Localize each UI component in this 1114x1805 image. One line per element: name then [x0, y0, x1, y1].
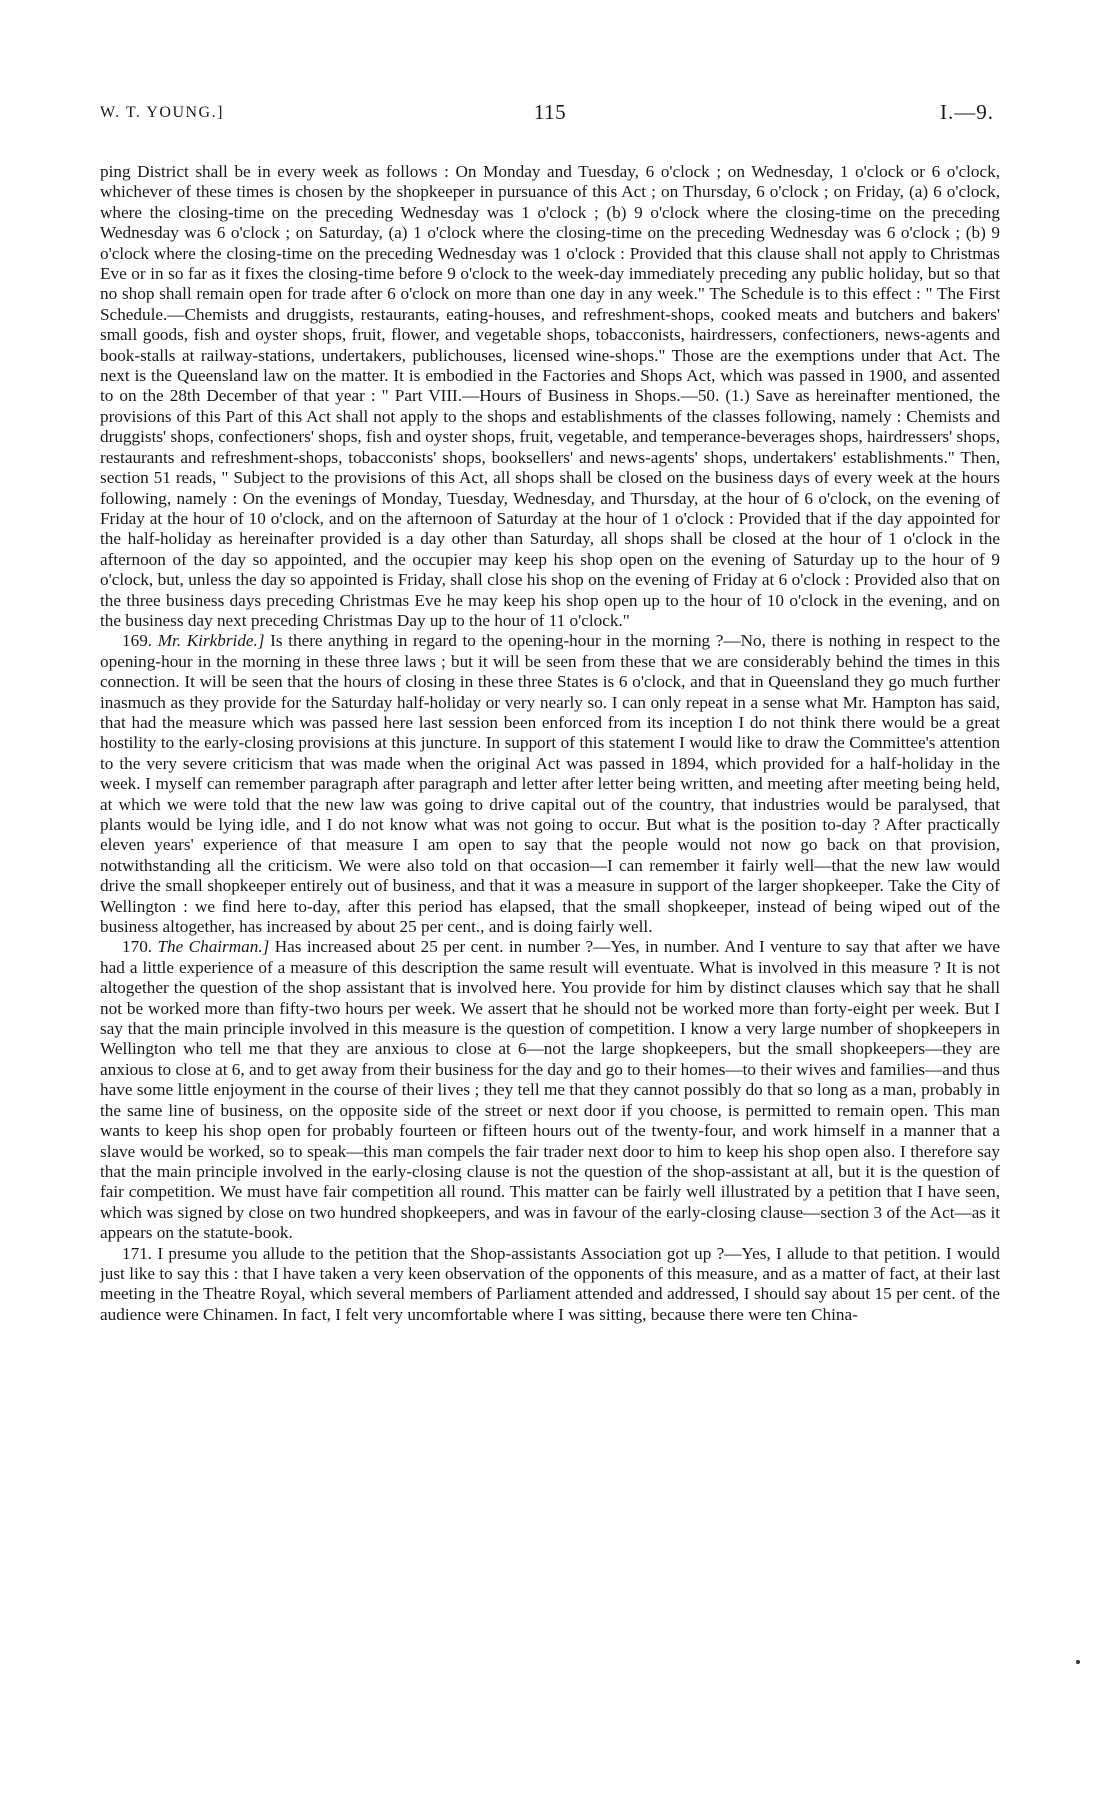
paragraph-number: 170.: [122, 937, 153, 957]
paragraph-number: 171.: [122, 1243, 153, 1263]
paragraph-169: [100, 631, 1000, 937]
paragraph-speaker: Mr. Kirkbride.]: [157, 631, 265, 651]
paragraph-text: ping District shall be in every week as follows : On Monday and Tuesday, 6 o'clock ; on Wednesday, 1 o'clock or 6 o'clock, whichever of these times is chosen by the shopkeeper in pursuance of this Act ; on Thursday, 6 o'clock ; on Friday, (a) 6 o'clock, where the closing-time on the preceding Wednesday was 1 o'clock ; (b) 9 o'clock where the closing-time on the preceding Wednesday was 6 o'clock ; on Saturday, (a) 1 o'clock where the closing-time on the preceding Wednesday was 6 o'clock ; (b) 9 o'clock where the closing-time on the preceding Wednesday was 1 o'clock : Provided that this clause shall not apply to Christmas Eve or in so far as it fixes the closing-time before 9 o'clock to the week-day immediately preceding any public holiday, but so that no shop shall remain open for trade after 6 o'clock on more than one day in any week." The Schedule is to this effect : " The First Schedule.—Chemists and druggists, restaurants, eating-houses, and refreshment-shops, cooked meats and butchers and bakers' small goods, fish and oyster shops, fruit, flower, and vegetable shops, tobacconists, hairdressers, confectioners, news-agents and book-stalls at railway-stations, undertakers, publichouses, licensed wine-shops." Those are the exemptions under that Act. The next is the Queensland law on the matter. It is embodied in the Factories and Shops Act, which was passed in 1900, and assented to on the 28th December of that year : " Part VIII.—Hours of Business in Shops.—50. (1.) Save as hereinafter mentioned, the provisions of this Part of this Act shall not apply to the shops and establishments of the classes following, namely : Chemists and druggists' shops, confectioners' shops, fish and oyster shops, fruit, vegetable, and temperance-beverages shops, hairdressers' shops, restaurants and refreshment-shops, tobacconists' shops, booksellers' and news-agents' shops, undertakers' establishments." Then, section 51 reads, " Subject to the provisions of this Act, all shops shall be closed on the business days of every week at the hours following, namely : On the evenings of Monday, Tuesday, Wednesday, and Thursday, at the hour of 6 o'clock, on the evening of Friday at the hour of 10 o'clock, and on the afternoon of Saturday at the hour of 1 o'clock : Provided that if the day appointed for the half-holiday as hereinafter provided is a day other than Saturday, all shops shall be closed at the hour of 1 o'clock in the afternoon of the day so appointed, and the occupier may keep his shop open on the evening of Saturday up to the hour of 9 o'clock, but, unless the day so appointed is Friday, shall close his shop on the evening of Friday at 6 o'clock : Provided also that on the three business days preceding Christmas Eve he may keep his shop open up to the hour of 10 o'clock in the evening, and on the business day next preceding Christmas Day up to the hour of 11 o'clock.": [100, 162, 1000, 630]
paragraph-171: [100, 1244, 1000, 1326]
header-author: W. T. YOUNG.]: [100, 104, 224, 121]
paragraph-text: I presume you allude to the petition that the Shop-assistants Association got up ?—Yes, I allude to that petition. I would just like to say this : that I have taken a very keen observation of the opponents of this measure, and as a matter of fact, at their last meeting in the Theatre Royal, which several members of Parliament attended and addressed, I should say about 15 per cent. of the audience were Chinamen. In fact, I felt very uncomfortable where I was sitting, because there were ten China-: [100, 1243, 1000, 1324]
paragraph-number: 169.: [122, 631, 153, 651]
paragraph-text: Has increased about 25 per cent. in number ?—Yes, in number. And I venture to say that after we have had a little experience of a measure of this description the same result will eventuate. What is involved in this measure ? It is not altogether the question of the shop assistant that is involved here. You provide for him by distinct clauses which say that he shall not be worked more than fifty-two hours per week. We assert that he should not be worked more than forty-eight per week. But I say that the main principle involved in this measure is the question of competition. I know a very large number of shopkeepers in Wellington who tell me that they are anxious to close at 6—not the large shopkeepers, but the small shopkeepers—they are anxious to close at 6, and to get away from their business for the day and go to their homes—to their wives and families—and thus have some little enjoyment in the course of their lives ; they tell me that they cannot possibly do that so long as a man, probably in the same line of business, on the opposite side of the street or next door if you choose, is permitted to remain open. This man wants to keep his shop open for probably fourteen or fifteen hours out of the twenty-four, and work himself in a manner that a slave would be worked, so to speak—this man compels the fair trader next door to him to keep his shop open also. I therefore say that the main principle involved in the early-closing clause is not the question of the shop-assistant at all, but it is the question of fair competition. We must have fair competition all round. This matter can be fairly well illustrated by a petition that I have seen, which was signed by close on two hundred shopkeepers, and was in favour of the early-closing clause—section 3 of the Act—as it appears on the statute-book.: [100, 937, 1001, 1243]
paragraph-continuation: [100, 162, 1000, 631]
document-reference: I.—9.: [940, 100, 994, 124]
body-text: [100, 162, 1000, 1325]
page-header: [100, 96, 1000, 130]
paragraph-speaker: The Chairman.]: [157, 937, 270, 957]
paragraph-text: Is there anything in regard to the opening-hour in the morning ?—No, there is nothing in respect to the opening-hour in the morning in these three laws ; but it will be seen from these that we are considerably behind the times in this connection. It will be seen that the hours of closing in these three States is 6 o'clock, and that in Queensland they go much further inasmuch as they provide for the Saturday half-holiday or very nearly so. I can only repeat in a sense what Mr. Hampton has said, that had the measure which was passed here last session been enforced from its inception I do not think there would be a great hostility to the early-closing provisions at this juncture. In support of this statement I would like to draw the Committee's attention to the very severe criticism that was made when the original Act was passed in 1894, which provided for a half-holiday in the week. I myself can remember paragraph after paragraph and letter after letter being written, and meeting after meeting being held, at which we were told that the new law was going to drive capital out of the country, that industries would be paralysed, that plants would be lying idle, and I do not know what was not going to occur. But what is the position to-day ? After practically eleven years' experience of that measure I am open to say that the people would not now go back on that provision, notwithstanding all the criticism. We were also told on that occasion—I can remember it fairly well—that the new law would drive the small shopkeeper entirely out of business, and that it was a measure in support of the larger shopkeeper. Take the City of Wellington : we find here to-day, after this period has elapsed, that the small shopkeeper, instead of being wiped out of the business altogether, has increased by about 25 per cent., and is doing fairly well.: [100, 631, 1000, 937]
margin-mark: [1076, 1660, 1080, 1664]
document-page: [100, 96, 1000, 1325]
paragraph-170: [100, 937, 1000, 1243]
page-number: 115: [533, 100, 567, 124]
